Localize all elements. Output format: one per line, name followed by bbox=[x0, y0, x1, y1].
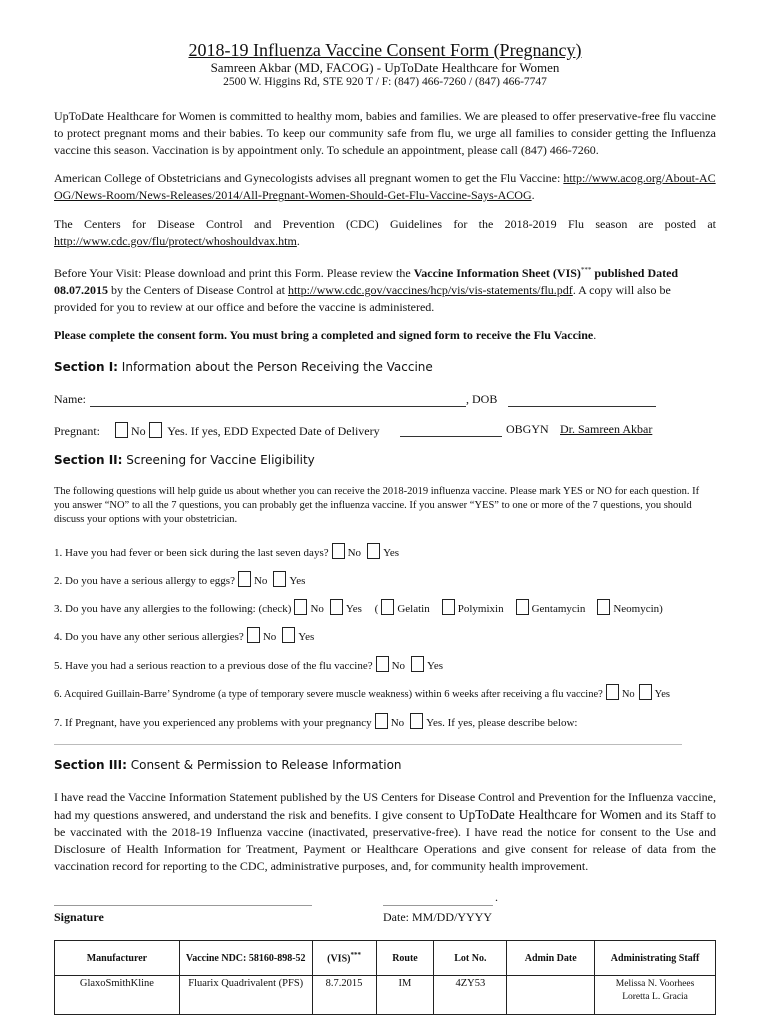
section-3-heading bbox=[54, 758, 402, 772]
acog-link[interactable]: http://www.acog.org/About-ACOG/News-Room/News-Releases/2014/All-Pregnant-Women-Should-Get-Flu-Vaccine-Says-ACOG bbox=[54, 171, 716, 202]
gentamycin-label: Gentamycin bbox=[531, 603, 586, 615]
vis-date-bold: published Dated 08.07.2015 bbox=[54, 266, 679, 297]
q6-yes-label: Yes bbox=[654, 689, 670, 700]
complete-notice-text: Please complete the consent form. You must bring a completed and signed form to receive the Flu Vaccine bbox=[54, 328, 594, 342]
question-3 bbox=[54, 599, 663, 615]
pregnant-row bbox=[54, 422, 380, 439]
q6-no-checkbox[interactable] bbox=[606, 684, 619, 700]
q2-no-checkbox[interactable] bbox=[238, 571, 251, 587]
q6-yes-checkbox[interactable] bbox=[639, 684, 652, 700]
polymixin-checkbox[interactable] bbox=[442, 599, 455, 615]
cell-lot: 4ZY53 bbox=[434, 976, 507, 1015]
gelatin-label: Gelatin bbox=[397, 603, 430, 615]
q7-yes-checkbox[interactable] bbox=[410, 713, 423, 729]
q1-no-label: No bbox=[347, 547, 362, 559]
table-header-row bbox=[55, 941, 716, 976]
col-ndc: Vaccine NDC: 58160-898-52 bbox=[179, 941, 312, 976]
vis-bold: Vaccine Information Sheet (VIS) bbox=[413, 266, 581, 280]
cdc-end: . bbox=[296, 234, 300, 248]
cdc-text: The Centers for Disease Control and Prevention (CDC) Guidelines for the 2018-2019 Flu season are posted at bbox=[54, 217, 716, 231]
form-title: 2018-19 Influenza Vaccine Consent Form (Pregnancy) bbox=[188, 40, 582, 60]
q5-yes-checkbox[interactable] bbox=[411, 656, 424, 672]
section-1-heading bbox=[54, 360, 433, 374]
name-field[interactable] bbox=[90, 392, 466, 407]
neomycin-label: Neomycin) bbox=[613, 603, 663, 615]
polymixin-label: Polymixin bbox=[457, 603, 504, 615]
signature-label: Signature bbox=[54, 910, 104, 924]
cdc-paragraph bbox=[54, 216, 716, 250]
q3-paren: ( bbox=[374, 603, 379, 615]
col-vis-label: (VIS) bbox=[327, 953, 351, 965]
section-1-label: Section I: bbox=[54, 360, 118, 374]
screening-intro: The following questions will help guide us about whether you can receive the 2018-2019 influenza vaccine. Please mark YES or NO for each question. If you answer “NO” to all the 7 questions, you can probably get the influenza vaccine. If you answer “YES” to one or more of the 7 questions, you should discuss your options with your obstetrician. bbox=[54, 486, 700, 525]
obgyn-name: Dr. Samreen Akbar bbox=[560, 422, 653, 436]
q1-yes-label: Yes bbox=[383, 547, 400, 559]
col-manufacturer: Manufacturer bbox=[55, 941, 180, 976]
neomycin-checkbox[interactable] bbox=[597, 599, 610, 615]
gentamycin-checkbox[interactable] bbox=[516, 599, 529, 615]
pregnant-no-checkbox[interactable] bbox=[115, 422, 128, 438]
acog-end: . bbox=[531, 188, 535, 202]
q3-yes-label: Yes bbox=[345, 603, 362, 615]
question-6-text: 6. Acquired Guillain-Barre’ Syndrome (a type of temporary severe muscle weakness) within 6 weeks after receiving a flu vaccine? bbox=[54, 689, 603, 700]
q7-no-checkbox[interactable] bbox=[375, 713, 388, 729]
dob-label: , DOB bbox=[466, 392, 498, 406]
q2-yes-checkbox[interactable] bbox=[273, 571, 286, 587]
cell-ndc: Fluarix Quadrivalent (PFS) bbox=[179, 976, 312, 1015]
q4-yes-checkbox[interactable] bbox=[282, 627, 295, 643]
date-label: Date: MM/DD/YYYY bbox=[383, 910, 492, 924]
q5-no-checkbox[interactable] bbox=[376, 656, 389, 672]
q3-no-label: No bbox=[310, 603, 324, 615]
section-2-heading bbox=[54, 453, 315, 467]
q4-yes-label: Yes bbox=[298, 631, 315, 643]
section-3-label: Section III: bbox=[54, 758, 127, 772]
q4-no-checkbox[interactable] bbox=[247, 627, 260, 643]
q7-no-label: No bbox=[390, 717, 405, 729]
q5-no-label: No bbox=[391, 660, 406, 672]
acog-paragraph bbox=[54, 170, 716, 204]
q3-yes-checkbox[interactable] bbox=[330, 599, 343, 615]
question-7-text: 7. If Pregnant, have you experienced any problems with your pregnancy bbox=[54, 717, 372, 729]
acog-text: American College of Obstetricians and Gynecologists advises all pregnant women to get the Flu Vaccine: bbox=[54, 171, 564, 185]
question-2-text: 2. Do you have a serious allergy to eggs? bbox=[54, 575, 235, 587]
pregnant-yes-label: Yes. If yes, EDD Expected Date of Delivery bbox=[167, 424, 380, 438]
q1-no-checkbox[interactable] bbox=[332, 543, 345, 559]
col-vis-sup: *** bbox=[350, 951, 361, 960]
cell-admin-date[interactable] bbox=[507, 976, 595, 1015]
question-4 bbox=[54, 627, 314, 643]
col-route: Route bbox=[376, 941, 434, 976]
before-visit-text-2: by the Centers of Disease Control at bbox=[108, 283, 288, 297]
q2-yes-label: Yes bbox=[289, 575, 306, 587]
question-2 bbox=[54, 571, 305, 587]
staff-name-1: Melissa N. Voorhees bbox=[615, 979, 695, 989]
question-1-text: 1. Have you had fever or been sick during the last seven days? bbox=[54, 547, 329, 559]
consent-text-a: I have read the Vaccine Information Statement published by the US Centers for Disease Control and Prevention for the Influenza vaccine, had my questions answered, and understand the risk and benefits. I give consent to bbox=[54, 790, 716, 822]
vis-sup: *** bbox=[580, 266, 592, 274]
pregnant-no-label: No bbox=[131, 424, 146, 438]
pregnant-label: Pregnant: bbox=[54, 424, 100, 438]
obgyn-label: OBGYN bbox=[506, 422, 549, 436]
vaccine-table bbox=[54, 940, 716, 1015]
table-row bbox=[55, 976, 716, 1015]
question-5 bbox=[54, 656, 443, 672]
q5-yes-label: Yes bbox=[427, 660, 444, 672]
col-admin-date: Admin Date bbox=[507, 941, 595, 976]
col-vis bbox=[312, 941, 376, 976]
name-label: Name: bbox=[54, 392, 86, 406]
vis-link[interactable]: http://www.cdc.gov/vaccines/hcp/vis/vis-statements/flu.pdf bbox=[287, 283, 573, 297]
section-3-title: Consent & Permission to Release Information bbox=[126, 758, 402, 772]
q6-no-label: No bbox=[621, 689, 635, 700]
q2-no-label: No bbox=[253, 575, 268, 587]
signature-field[interactable] bbox=[54, 893, 312, 906]
cell-vis: 8.7.2015 bbox=[312, 976, 376, 1015]
date-dot: . bbox=[495, 890, 498, 904]
cell-manufacturer: GlaxoSmithKline bbox=[55, 976, 180, 1015]
q3-no-checkbox[interactable] bbox=[294, 599, 307, 615]
section-1-title: Information about the Person Receiving the Vaccine bbox=[117, 360, 433, 374]
cell-staff bbox=[595, 976, 716, 1015]
edd-field[interactable] bbox=[400, 422, 502, 437]
q7-description-field[interactable] bbox=[54, 738, 682, 745]
col-lot: Lot No. bbox=[434, 941, 507, 976]
before-visit-text: Before Your Visit: Please download and print this Form. Please review the bbox=[54, 266, 414, 280]
consent-paragraph bbox=[54, 789, 716, 875]
before-visit-text-3: . A copy will also be provided for you to review at our office and before the vaccine is administered. bbox=[54, 283, 671, 314]
gelatin-checkbox[interactable] bbox=[381, 599, 394, 615]
question-5-text: 5. Have you had a serious reaction to a previous dose of the flu vaccine? bbox=[54, 660, 373, 672]
provider-line: Samreen Akbar (MD, FACOG) - UpToDate Healthcare for Women bbox=[210, 60, 560, 75]
col-staff: Administrating Staff bbox=[595, 941, 716, 976]
date-field[interactable] bbox=[383, 893, 493, 906]
q1-yes-checkbox[interactable] bbox=[367, 543, 380, 559]
question-4-text: 4. Do you have any other serious allergies? bbox=[54, 631, 244, 643]
question-6 bbox=[54, 684, 670, 700]
pregnant-yes-checkbox[interactable] bbox=[149, 422, 162, 438]
before-visit-paragraph bbox=[54, 262, 716, 316]
section-2-label: Section II: bbox=[54, 453, 123, 467]
question-1 bbox=[54, 543, 399, 559]
intro-paragraph: UpToDate Healthcare for Women is committed to healthy mom, babies and families. We are pleased to offer preservative-free flu vaccine to protect pregnant moms and their babies. To keep our community safe from flu, we urge all families to consider getting the Influenza vaccine this season. Vaccination is by appointment only. To schedule an appointment, please call (847) 466-7260. bbox=[54, 109, 716, 157]
consent-practice-name: UpToDate Healthcare for Women bbox=[458, 807, 642, 822]
question-7 bbox=[54, 713, 577, 729]
complete-notice-end: . bbox=[593, 328, 597, 342]
cdc-link[interactable]: http://www.cdc.gov/flu/protect/whoshouldvax.htm bbox=[54, 234, 297, 248]
consent-text-b: and its Staff to be vaccinated with the 2018-19 Influenza vaccine (inactivated, preservative-free). I have read the notice for consent to the Use and Disclosure of Health Information for Treatment, Payment or Healthcare Operations and give consent for release of data from the vaccination record for reporting to the CDC, administrative purposes, and, for community health improvement. bbox=[54, 808, 717, 873]
complete-notice bbox=[54, 327, 716, 344]
cell-route: IM bbox=[376, 976, 434, 1015]
q4-no-label: No bbox=[262, 631, 277, 643]
dob-field[interactable] bbox=[508, 392, 656, 407]
staff-name-2: Loretta L. Gracia bbox=[622, 992, 688, 1002]
section-2-title: Screening for Vaccine Eligibility bbox=[122, 453, 315, 467]
question-3-text: 3. Do you have any allergies to the following: (check) bbox=[54, 603, 292, 615]
q7-yes-label: Yes. If yes, please describe below: bbox=[426, 717, 578, 729]
address-line: 2500 W. Higgins Rd, STE 920 T / F: (847) 466-7260 / (847) 466-7747 bbox=[223, 76, 547, 88]
